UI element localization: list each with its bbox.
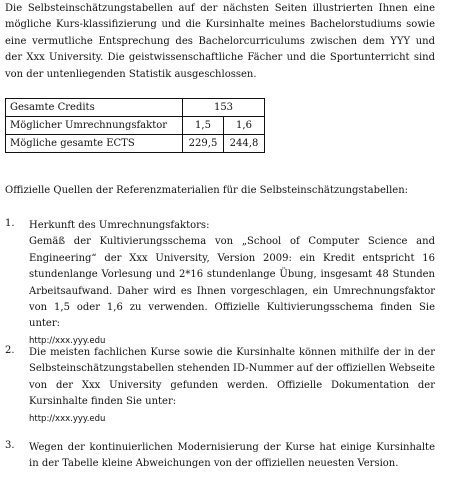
list-item (5, 345, 435, 427)
conversion-factor-a: 1,5 (183, 117, 224, 135)
conversion-factor-b: 1,6 (224, 117, 265, 135)
sources-heading: Offizielle Quellen der Referenzmaterialien für die Selbsteinschätzungstabellen: (5, 185, 409, 196)
item-text: Wegen der kontinuierlichen Modernisierung der Kurse hat einige Kursinhalte in der Tabelle kleine Abweichungen von der offiziellen neuesten Version. (29, 442, 435, 470)
item-text: Die meisten fachlichen Kurse sowie die Kursinhalte können mithilfe der in der Selbsteinschätzungstabellen stehenden ID-Nummer auf der offiziellen Webseite von der Xxx University gefunden werden. Offizielle Dokumentation der Kursinhalte finden Sie unter: (29, 347, 435, 408)
table-row (6, 117, 265, 135)
total-credits-value: 153 (183, 99, 265, 117)
row-label: Gesamte Credits (6, 99, 183, 117)
table-row (6, 99, 265, 117)
credits-table (5, 98, 265, 153)
row-label: Mögliche gesamte ECTS (6, 135, 183, 153)
item-number: 3. (5, 440, 15, 451)
item-number: 2. (5, 345, 15, 356)
item-text: Gemäß der Kultivierungsschema von „School of Computer Science and Engineering“ der Xxx University, Version 2009: ein Kredit entspricht 16 stundenlange Vorlesung und 2*16 stundenlange Übung, insgesamt 48 Stunden Arbeitsaufwand. Daher wird es Ihnen vorgeschlagen, ein Umrechnungsfaktor von 1,5 oder 1,6 zu verwenden. Offizielle Kultivierungsschema finden Sie unter: (29, 236, 435, 330)
ects-value-a: 229,5 (183, 135, 224, 153)
item-title: Herkunft des Umrechnungsfaktors: (29, 220, 210, 231)
intro-paragraph: Die Selbsteinschätzungstabellen auf der nächsten Seiten illustrierten Ihnen eine mögliche Kurs-klassifizierung und die Kursinhalte meines Bachelorstudiums sowie eine vermutliche Entsprechung des Bachelorcurriculums zwischen dem YYY und der Xxx University. Die geistwissenschaftliche Fächer und die Sportunterricht sind von der untenliegenden Statistik ausgeschlossen. (5, 3, 435, 80)
source-link[interactable]: http://xxx.yyy.edu (29, 335, 106, 346)
item-number: 1. (5, 218, 15, 229)
list-item (5, 218, 435, 349)
source-link[interactable]: http://xxx.yyy.edu (29, 413, 106, 424)
table-row (6, 135, 265, 153)
ects-value-b: 244,8 (224, 135, 265, 153)
row-label: Möglicher Umrechnungsfaktor (6, 117, 183, 135)
list-item (5, 440, 435, 473)
